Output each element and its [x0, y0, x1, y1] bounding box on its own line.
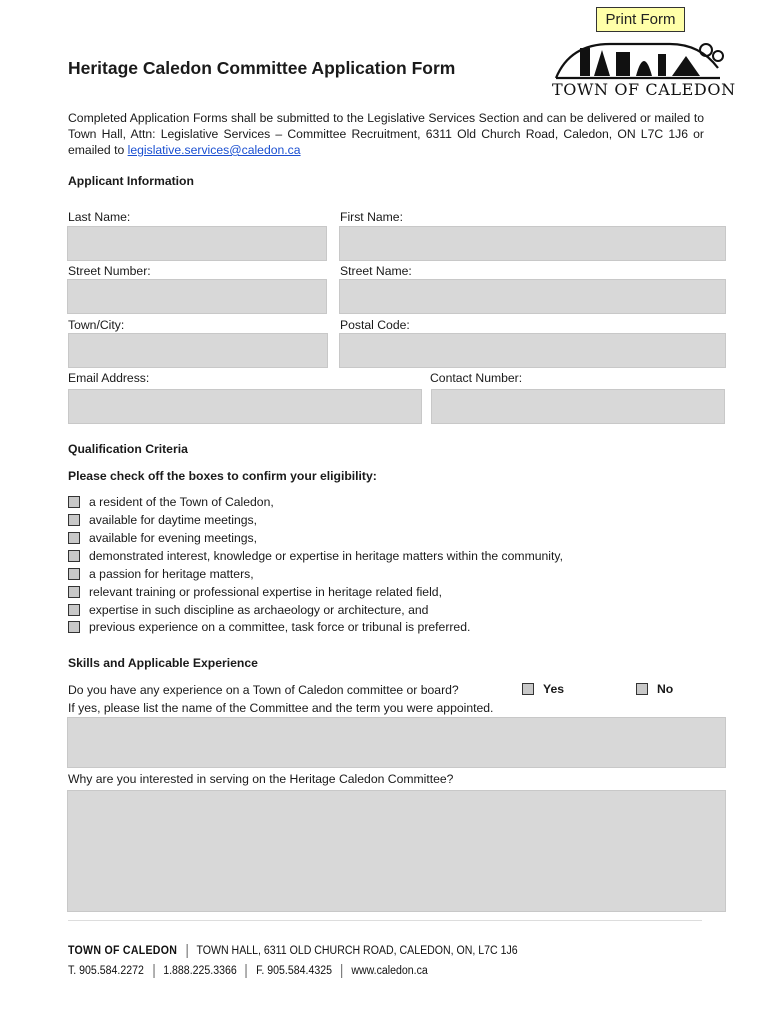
first-name-label: First Name: — [340, 210, 403, 224]
first-name-field[interactable] — [339, 226, 726, 261]
email-address-field[interactable] — [68, 389, 422, 424]
no-checkbox[interactable] — [636, 683, 648, 695]
print-form-button[interactable]: Print Form — [596, 7, 685, 32]
last-name-field[interactable] — [67, 226, 327, 261]
footer-phone: T. 905.584.2272 — [68, 965, 144, 977]
email-link[interactable]: legislative.services@caledon.ca — [127, 143, 301, 157]
skills-heading: Skills and Applicable Experience — [68, 656, 258, 670]
criteria-label: previous experience on a committee, task force or tribunal is preferred. — [89, 620, 471, 634]
footer-separator — [153, 964, 154, 978]
street-number-field[interactable] — [67, 279, 327, 314]
contact-number-field[interactable] — [431, 389, 725, 424]
checkbox[interactable] — [68, 532, 80, 544]
criteria-item — [68, 565, 254, 583]
criteria-label: expertise in such discipline as archaeology or architecture, and — [89, 603, 429, 617]
committee-followup-label: If yes, please list the name of the Committee and the term you were appointed. — [68, 701, 494, 715]
qualification-heading: Qualification Criteria — [68, 442, 188, 456]
criteria-item — [68, 618, 470, 636]
town-city-field[interactable] — [68, 333, 328, 368]
footer-line-2 — [68, 964, 428, 978]
criteria-item — [68, 493, 274, 511]
footer-line-1 — [68, 944, 518, 958]
committee-experience-field[interactable] — [67, 717, 726, 768]
footer-web[interactable]: www.caledon.ca — [351, 965, 428, 977]
criteria-label: demonstrated interest, knowledge or expertise in heritage matters within the community, — [89, 549, 563, 563]
postal-code-field[interactable] — [339, 333, 726, 368]
criteria-label: a resident of the Town of Caledon, — [89, 495, 274, 509]
last-name-label: Last Name: — [68, 210, 131, 224]
applicant-heading: Applicant Information — [68, 174, 194, 188]
criteria-item — [68, 583, 442, 601]
contact-number-label: Contact Number: — [430, 371, 523, 385]
town-city-label: Town/City: — [68, 318, 125, 332]
checkbox[interactable] — [68, 514, 80, 526]
yes-option — [522, 682, 564, 696]
why-interested-label: Why are you interested in serving on the Heritage Caledon Committee? — [68, 772, 454, 786]
criteria-item — [68, 511, 257, 529]
footer-divider — [68, 920, 702, 921]
checkbox[interactable] — [68, 586, 80, 598]
yes-checkbox[interactable] — [522, 683, 534, 695]
checkbox[interactable] — [68, 550, 80, 562]
eligibility-instruction: Please check off the boxes to confirm your eligibility: — [68, 469, 377, 483]
intro-text: Completed Application Forms shall be submitted to the Legislative Services Section and can be delivered or mailed to Town Hall, Attn: Legislative Services – Committee Recruitment, 6311 Old Church Road, Caledon, ON L7C 1J6 or emailed to — [68, 111, 704, 157]
street-name-label: Street Name: — [340, 264, 412, 278]
criteria-item — [68, 601, 428, 619]
footer-separator — [246, 964, 247, 978]
checkbox[interactable] — [68, 621, 80, 633]
footer-org: TOWN OF CALEDON — [68, 945, 178, 957]
footer-separator — [186, 944, 187, 958]
intro-paragraph — [68, 110, 704, 158]
footer-address: TOWN HALL, 6311 OLD CHURCH ROAD, CALEDON, ON, L7C 1J6 — [196, 945, 518, 957]
street-number-label: Street Number: — [68, 264, 151, 278]
yes-label: Yes — [543, 682, 565, 696]
checkbox[interactable] — [68, 496, 80, 508]
footer-separator — [341, 964, 342, 978]
email-address-label: Email Address: — [68, 371, 150, 385]
footer-fax: F. 905.584.4325 — [256, 965, 332, 977]
checkbox[interactable] — [68, 604, 80, 616]
no-option — [636, 682, 673, 696]
why-interested-field[interactable] — [67, 790, 726, 912]
page-title: Heritage Caledon Committee Application Form — [68, 58, 456, 78]
experience-question: Do you have any experience on a Town of Caledon committee or board? — [68, 683, 459, 697]
logo-text: TOWN OF CALEDON — [552, 80, 736, 99]
no-label: No — [657, 682, 674, 696]
postal-code-label: Postal Code: — [340, 318, 410, 332]
checkbox[interactable] — [68, 568, 80, 580]
criteria-item — [68, 547, 563, 565]
criteria-label: available for evening meetings, — [89, 531, 258, 545]
street-name-field[interactable] — [339, 279, 726, 314]
criteria-label: a passion for heritage matters, — [89, 567, 254, 581]
footer-tollfree: 1.888.225.3366 — [163, 965, 237, 977]
criteria-item — [68, 529, 257, 547]
criteria-label: relevant training or professional expertise in heritage related field, — [89, 585, 442, 599]
criteria-label: available for daytime meetings, — [89, 513, 258, 527]
